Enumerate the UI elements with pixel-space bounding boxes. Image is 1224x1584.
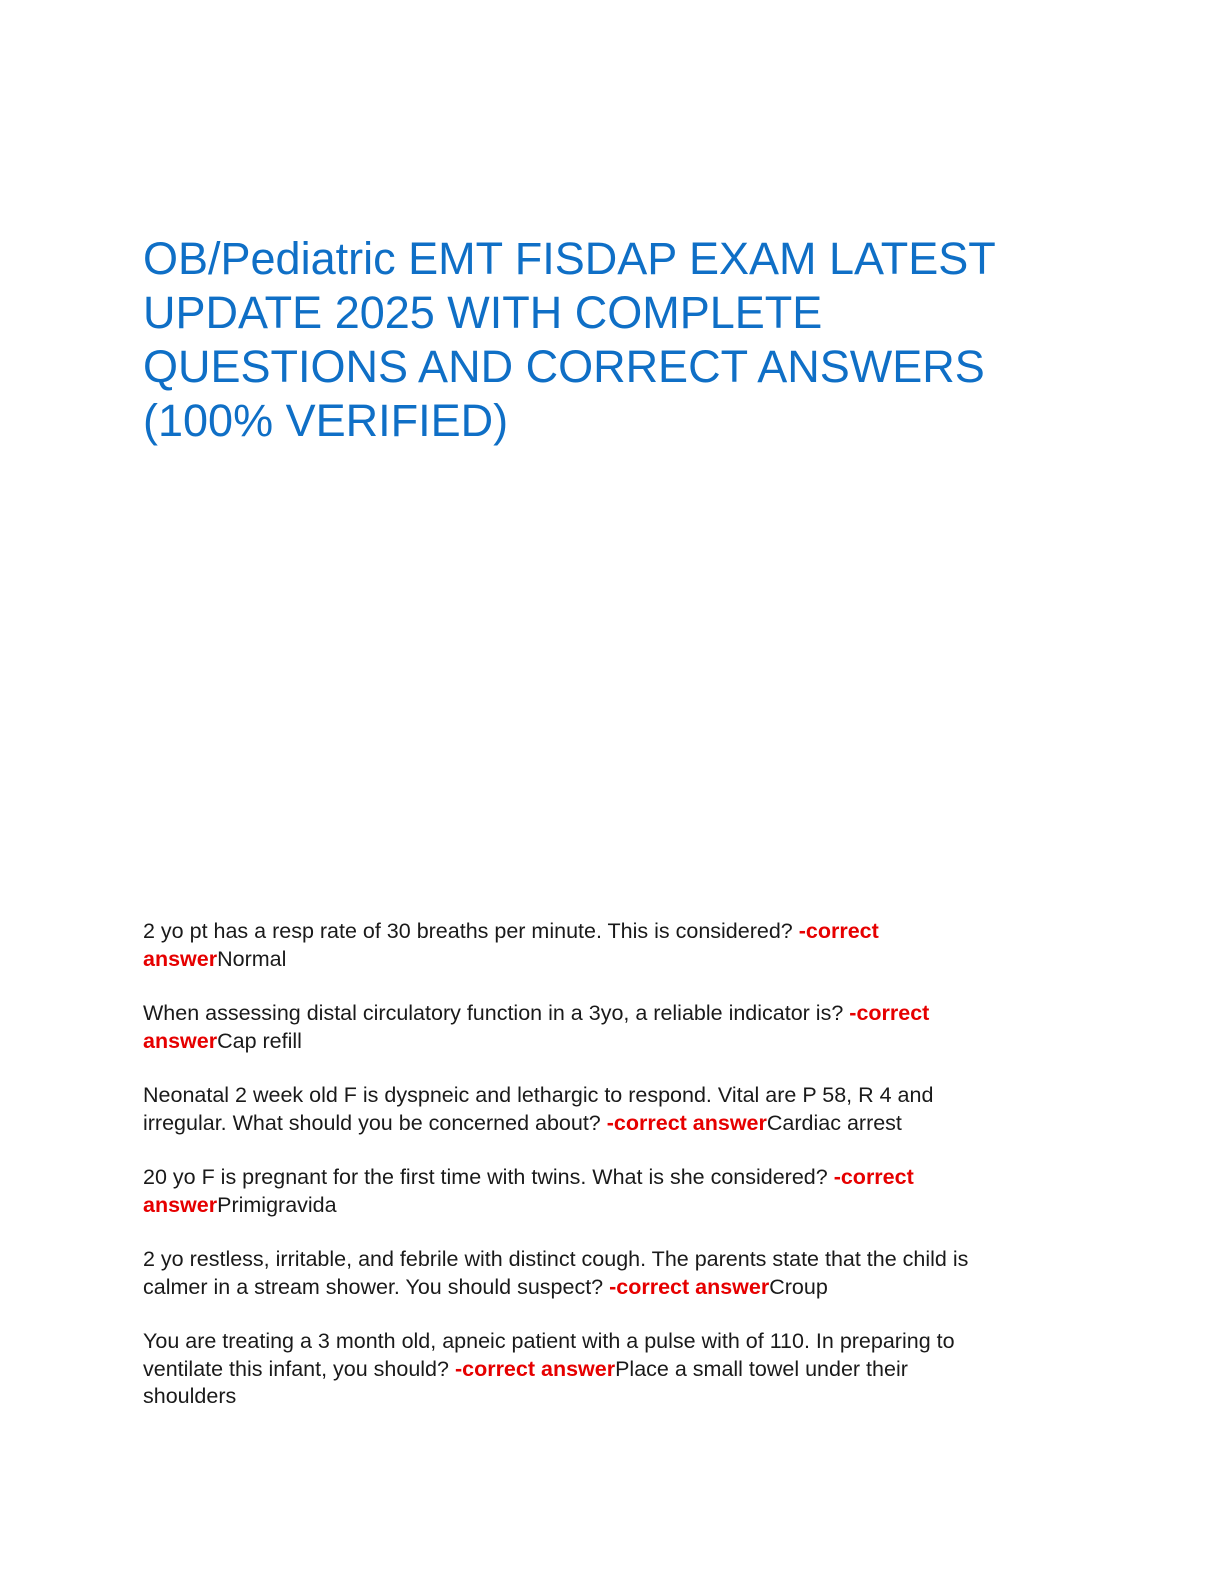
question-text: 2 yo restless, irritable, and febrile with distinct cough. The parents state that the child is (143, 1247, 969, 1271)
qa-item (143, 918, 1083, 973)
qa-line (143, 1192, 1083, 1220)
qa-line (143, 1082, 1083, 1110)
qa-line (143, 1164, 1083, 1192)
qa-line (143, 918, 1083, 946)
answer-marker: -correct answer (609, 1274, 770, 1299)
title-line: (100% VERIFIED) (143, 395, 509, 446)
answer-marker: -correct (849, 1001, 930, 1025)
answer-marker: answer (143, 1028, 218, 1053)
answer-text: shoulders (143, 1384, 237, 1408)
qa-line (143, 1274, 1083, 1302)
question-text: ventilate this infant, you should? (143, 1356, 455, 1381)
answer-text: Croup (769, 1274, 828, 1299)
answer-text: Cardiac arrest (766, 1110, 902, 1135)
answer-marker: answer (143, 1192, 218, 1217)
answer-text: Normal (217, 946, 287, 971)
answer-marker: -correct answer (454, 1356, 616, 1381)
qa-item (143, 1082, 1083, 1137)
title-line: OB/Pediatric EMT FISDAP EXAM LATEST (143, 233, 996, 284)
question-text: 20 yo F is pregnant for the first time with twins. What is she considered? (143, 1165, 834, 1189)
question-text: Neonatal 2 week old F is dyspneic and lethargic to respond. Vital are P 58, R 4 and (143, 1083, 934, 1107)
answer-marker: -correct (833, 1165, 914, 1189)
qa-item (143, 1328, 1083, 1411)
question-text: You are treating a 3 month old, apneic patient with a pulse with of 110. In preparing to (143, 1329, 955, 1353)
qa-line (143, 1000, 1083, 1028)
answer-text: Place a small towel under their (615, 1356, 908, 1381)
qa-item (143, 1164, 1083, 1219)
qa-line (143, 1246, 1083, 1274)
qa-item (143, 1000, 1083, 1055)
question-text: When assessing distal circulatory function in a 3yo, a reliable indicator is? (143, 1001, 850, 1025)
answer-marker: answer (143, 946, 218, 971)
title-line: UPDATE 2025 WITH COMPLETE (143, 287, 823, 338)
question-answer-list (143, 918, 1083, 1438)
qa-item (143, 1246, 1083, 1301)
answer-text: Cap refill (217, 1028, 302, 1053)
qa-line (143, 1356, 1083, 1384)
qa-line (143, 946, 1083, 974)
qa-line (143, 1328, 1083, 1356)
question-text: irregular. What should you be concerned about? (143, 1110, 607, 1135)
answer-marker: -correct answer (606, 1110, 767, 1135)
qa-line (143, 1028, 1083, 1056)
title-line: QUESTIONS AND CORRECT ANSWERS (143, 341, 985, 392)
question-text: calmer in a stream shower. You should suspect? (143, 1274, 610, 1299)
answer-marker: -correct (798, 919, 879, 943)
document-title (143, 232, 1103, 448)
qa-line (143, 1110, 1083, 1138)
question-text: 2 yo pt has a resp rate of 30 breaths per minute. This is considered? (143, 919, 799, 943)
answer-text: Primigravida (217, 1192, 337, 1217)
qa-line (143, 1383, 1083, 1411)
